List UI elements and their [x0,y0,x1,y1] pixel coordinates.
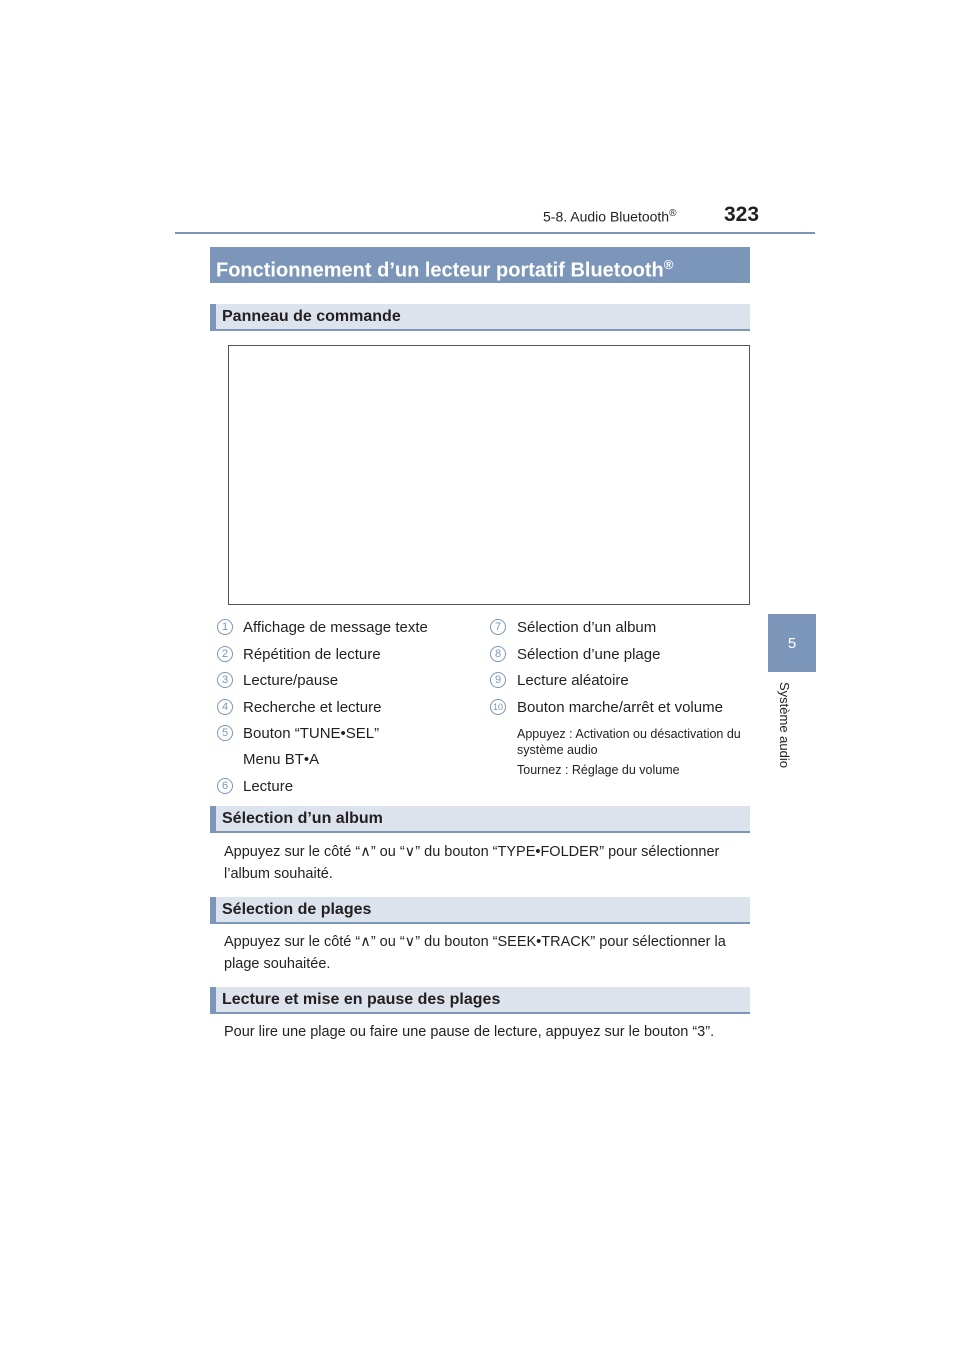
chapter-tab: 5 [768,614,816,672]
number-badge: 6 [217,778,233,794]
legend-label: Sélection d’une plage [517,645,661,663]
number-badge: 2 [217,646,233,662]
section-heading-album: Sélection d’un album [210,806,750,833]
legend-sublabel: Menu BT•A [243,751,320,768]
volume-press-note: Appuyez : Activation ou désactivation du système audio [517,727,741,757]
header-section-title: 5-8. Audio Bluetooth® [543,208,677,225]
legend-label: Recherche et lecture [243,698,382,716]
play-paragraph: Pour lire une plage ou faire une pause de lecture, appuyez sur le bouton “3”. [224,1024,715,1040]
track-paragraph: Appuyez sur le côté “∧” ou “∨” du bouton “SEEK•TRACK” pour sélectionner la plage souhaitée. [224,934,726,972]
number-badge: 4 [217,699,233,715]
album-paragraph: Appuyez sur le côté “∧” ou “∨” du bouton “TYPE•FOLDER” pour sélectionner l’album souhaité. [224,844,720,882]
legend-label: Lecture aléatoire [517,671,629,689]
chapter-label: Système audio [777,682,792,768]
page-title: Fonctionnement d’un lecteur portatif Bluetooth® [210,247,750,283]
section-heading-play-pause: Lecture et mise en pause des plages [210,987,750,1014]
legend-label: Lecture [243,777,294,795]
legend-label: Affichage de message texte [243,618,428,636]
number-badge: 7 [490,619,506,635]
number-badge: 5 [217,725,233,741]
legend-label: Répétition de lecture [243,645,381,663]
volume-turn-note: Tournez : Réglage du volume [517,763,680,777]
number-badge: 1 [217,619,233,635]
legend-label: Lecture/pause [243,671,339,689]
number-badge: 8 [490,646,506,662]
header-divider [175,232,815,234]
legend-label: Bouton marche/arrêt et volume [517,698,723,716]
section-heading-tracks: Sélection de plages [210,897,750,924]
page-number: 323 [724,203,760,226]
number-badge: 9 [490,672,506,688]
number-badge: 10 [490,699,506,715]
legend-label: Sélection d’un album [517,618,657,636]
number-badge: 3 [217,672,233,688]
legend-label: Bouton “TUNE•SEL” [243,724,380,742]
section-heading-control-panel: Panneau de commande [210,304,750,331]
control-panel-illustration [228,345,750,605]
